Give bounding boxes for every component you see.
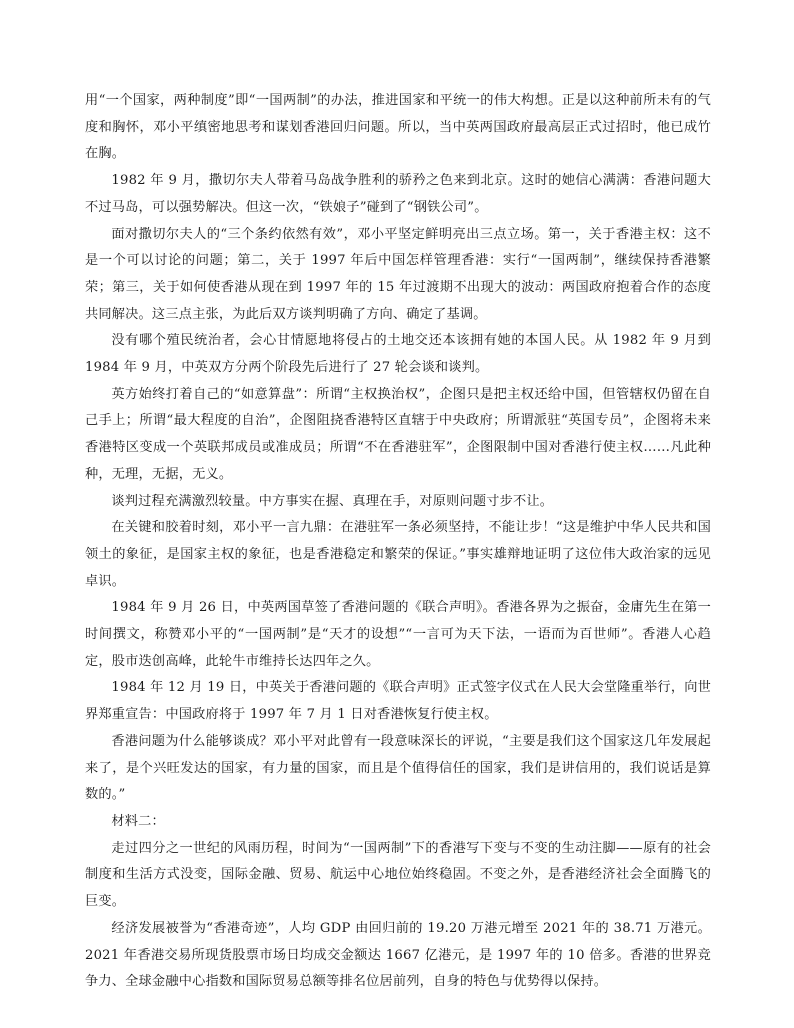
paragraph-7: 在关键和胶着时刻，邓小平一言九鼎：在港驻军一条必须坚持，不能让步！“这是维护中华人民共和国领土的象征，是国家主权的象征，也是香港稳定和繁荣的保证。”事实雄辩地证明了这位伟大政治家的远见卓识。 — [85, 520, 711, 589]
paragraph-12: 经济发展被誉为“香港奇迹”，人均 GDP 由回归前的 19.20 万港元增至 2021 年的 38.71 万港元。2021 年香港交易所现货股票市场日均成交金额达 1667 亿港元，是 1997 年的 10 倍多。香港的世界竞争力、全球金融中心指数和国际贸易总额等排名位居前列，自身的特色与优势得以保持。 — [85, 920, 711, 990]
paragraph-4: 没有哪个殖民统治者，会心甘情愿地将侵占的土地交还本该拥有她的本国人民。从 1982 年 9 月到 1984 年 9 月，中英双方分两个阶段先后进行了 27 轮会谈和谈判。 — [85, 333, 711, 376]
paragraph-8: 1984 年 9 月 26 日，中英两国草签了香港问题的《联合声明》。香港各界为之振奋，金庸先生在第一时间撰文，称赞邓小平的“一国两制”是“天才的设想”“一言可为天下法，一语而为百世师”。香港人心趋定，股市迭创高峰，此轮牛市维持长达四年之久。 — [85, 600, 711, 669]
paragraph-1: 用“一个国家，两种制度”即“一国两制”的办法，推进国家和平统一的伟大构想。正是以这种前所未有的气度和胸怀，邓小平缜密地思考和谋划香港回归问题。所以，当中英两国政府最高层正式过招时，他已成竹在胸。 — [85, 93, 711, 162]
paragraph-3: 面对撒切尔夫人的“三个条约依然有效”，邓小平坚定鲜明亮出三点立场。第一，关于香港主权：这不是一个可以讨论的问题；第二，关于 1997 年后中国怎样管理香港：实行“一国两制”，继续保持香港繁荣；第三，关于如何使香港从现在到 1997 年的 15 年过渡期不出现大的波动：两国政府抱着合作的态度共同解决。这三点主张，为此后双方谈判明确了方向、确定了基调。 — [85, 226, 711, 322]
section-label-material-2: 材料二： — [111, 813, 165, 829]
paragraph-10: 香港问题为什么能够谈成？邓小平对此曾有一段意味深长的评说，“主要是我们这个国家这几年发展起来了，是个兴旺发达的国家，有力量的国家，而且是个值得信任的国家，我们是讲信用的，我们说话是算数的。” — [85, 733, 711, 803]
paragraph-11: 走过四分之一世纪的风雨历程，时间为“一国两制”下的香港写下变与不变的生动注脚——原有的社会制度和生活方式没变，国际金融、贸易、航运中心地位始终稳固。不变之外，是香港经济社会全面腾飞的巨变。 — [85, 840, 711, 910]
paragraph-6: 谈判过程充满激烈较量。中方事实在握、真理在手，对原则问题寸步不让。 — [111, 493, 554, 509]
paragraph-9: 1984 年 12 月 19 日，中英关于香港问题的《联合声明》正式签字仪式在人民大会堂隆重举行，向世界郑重宣告：中国政府将于 1997 年 7 月 1 日对香港恢复行使主权。 — [85, 680, 711, 723]
document-page — [85, 88, 711, 996]
paragraph-5: 英方始终打着自己的“如意算盘”：所谓“主权换治权”，企图只是把主权还给中国，但管辖权仍留在自己手上；所谓“最大程度的自治”，企图阻挠香港特区直辖于中央政府；所谓派驻“英国专员”，企图将未来香港特区变成一个英联邦成员或准成员；所谓“不在香港驻军”，企图限制中国对香港行使主权……凡此种种，无理，无据，无义。 — [85, 386, 711, 482]
paragraph-2: 1982 年 9 月，撒切尔夫人带着马岛战争胜利的骄矜之色来到北京。这时的她信心满满：香港问题大不过马岛，可以强势解决。但这一次，“铁娘子”碰到了“钢铁公司”。 — [85, 173, 711, 215]
